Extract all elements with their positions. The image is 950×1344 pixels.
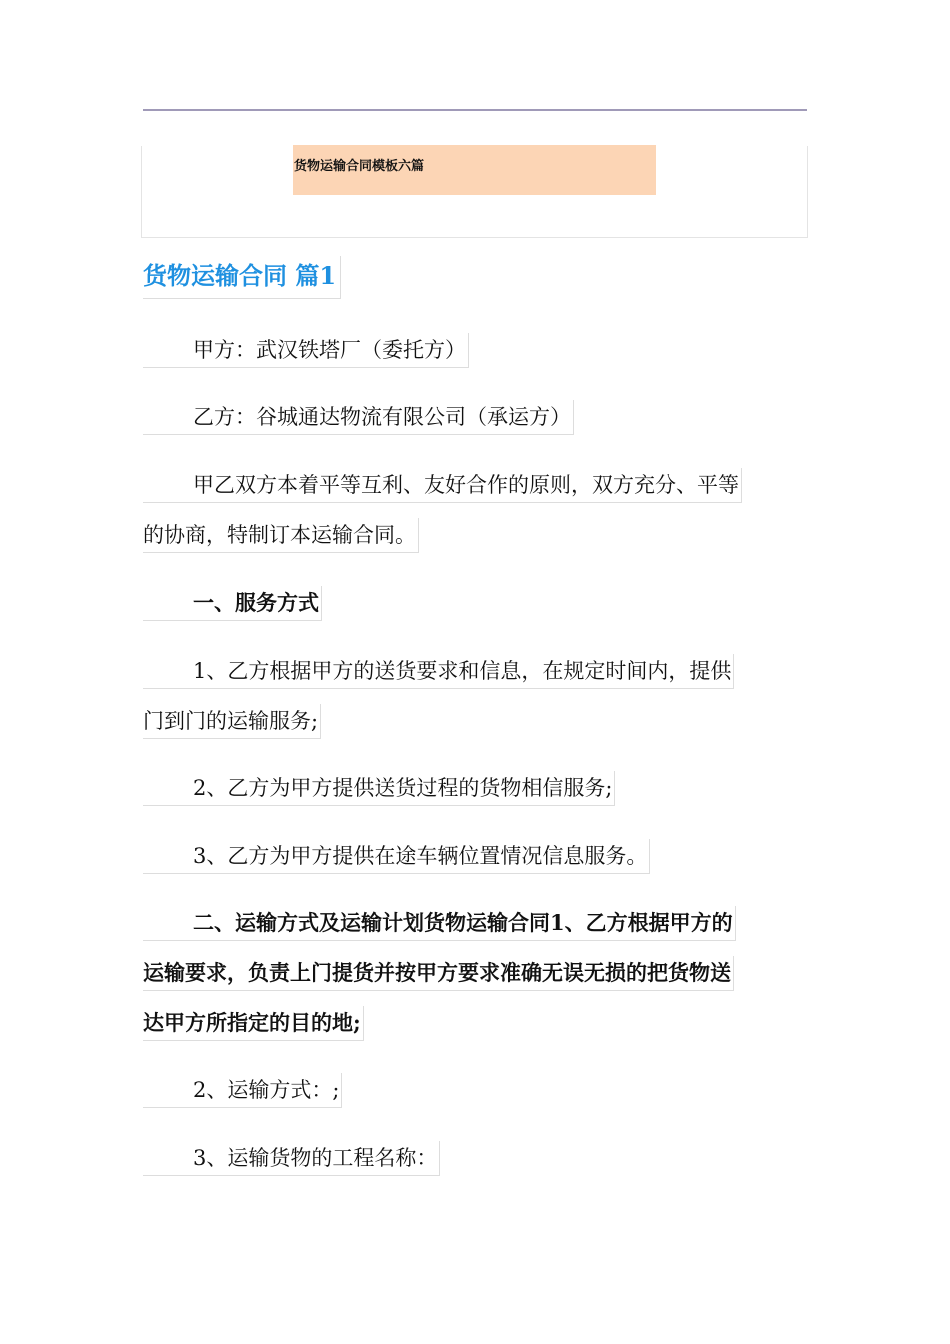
- transport-heading-line-1: 二、运输方式及运输计划货物运输合同1、乙方根据甲方的: [143, 906, 736, 941]
- transport-heading: [143, 898, 813, 1048]
- transport-item-2-line: 2、运输方式：;: [143, 1073, 342, 1108]
- top-divider: [143, 109, 807, 111]
- intro-paragraph: [143, 460, 813, 560]
- service-item-1-line-2: 门到门的运输服务;: [143, 704, 321, 739]
- service-heading: [143, 578, 813, 628]
- intro-line-1: 甲乙双方本着平等互利、友好合作的原则，双方充分、平等: [143, 468, 742, 503]
- service-item-1: [143, 646, 813, 746]
- transport-item-2: [143, 1065, 813, 1115]
- service-item-2: [143, 763, 813, 813]
- section-heading: 货物运输合同 篇1: [143, 256, 341, 299]
- service-item-1-line-1: 1、乙方根据甲方的送货要求和信息，在规定时间内，提供: [143, 654, 734, 689]
- party-a-paragraph: [143, 325, 813, 375]
- service-item-3: [143, 831, 813, 881]
- transport-heading-line-3: 达甲方所指定的目的地;: [143, 1006, 364, 1041]
- transport-item-3: [143, 1133, 813, 1183]
- transport-item-3-line: 3、运输货物的工程名称：: [143, 1141, 440, 1176]
- party-a-line: 甲方：武汉铁塔厂（委托方）: [143, 333, 469, 368]
- party-b-line: 乙方：谷城通达物流有限公司（承运方）: [143, 400, 574, 435]
- service-item-2-line: 2、乙方为甲方提供送货过程的货物相信服务;: [143, 771, 615, 806]
- service-item-3-line: 3、乙方为甲方提供在途车辆位置情况信息服务。: [143, 839, 650, 874]
- intro-line-2: 的协商，特制订本运输合同。: [143, 518, 419, 553]
- service-heading-line: 一、服务方式: [143, 586, 322, 621]
- transport-heading-line-2: 运输要求，负责上门提货并按甲方要求准确无误无损的把货物送: [143, 956, 734, 991]
- party-b-paragraph: [143, 392, 813, 442]
- document-title: 货物运输合同模板六篇: [294, 159, 425, 174]
